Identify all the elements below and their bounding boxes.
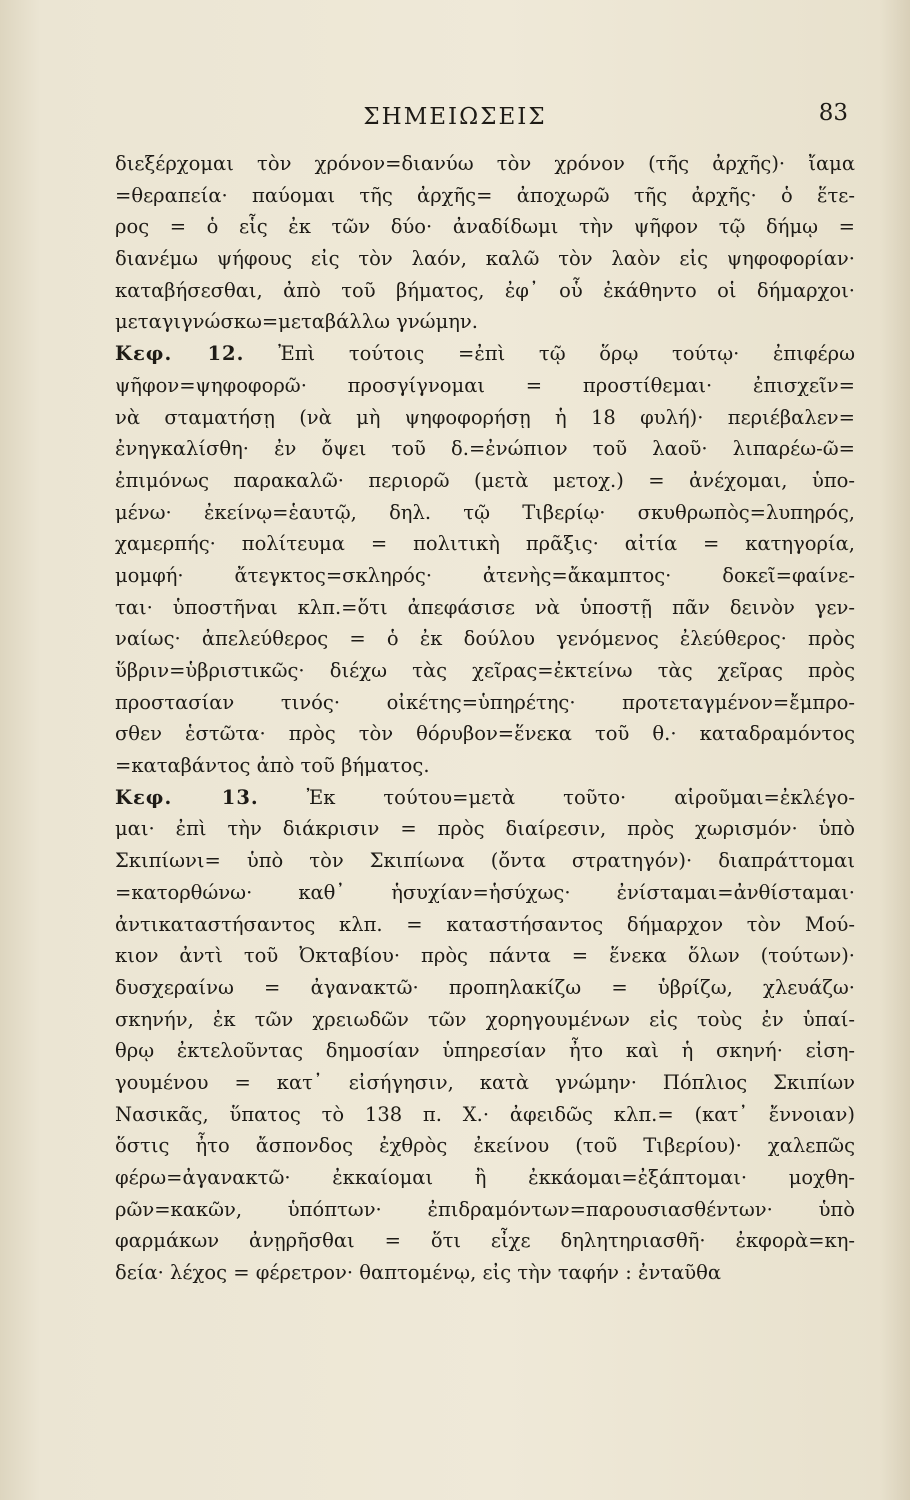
text-line: ὕβριν=ὑβριστικῶς· διέχω τὰς χεῖρας=ἐκτείνω τὰς χεῖρας πρὸς bbox=[115, 659, 855, 682]
text-line: καταβήσεσθαι, ἀπὸ τοῦ βήματος, ἐφ᾽ οὗ ἐκάθηντο οἱ δήμαρχοι· bbox=[115, 278, 855, 302]
text-line: =κατορθώνω· καθ᾽ ἡσυχίαν=ἡσύχως· ἐνίσταμαι=ἀνθίσταμαι· bbox=[115, 880, 855, 904]
text-line: θρῳ ἐκτελοῦντας δημοσίαν ὑπηρεσίαν ἦτο καὶ ἡ σκηνή· εἰση- bbox=[115, 1039, 855, 1063]
text-line: =θεραπεία· παύομαι τῆς ἀρχῆς= ἀποχωρῶ τῆς ἀρχῆς· ὁ ἕτε- bbox=[115, 183, 855, 207]
text-line: χαμερπής· πολίτευμα = πολιτικὴ πρᾶξις· αἰτία = κατηγορία, bbox=[115, 532, 855, 556]
text-line: νὰ σταματήσῃ (νὰ μὴ ψηφοφορήσῃ ἡ 18 φυλή)· περιέβαλεν= bbox=[115, 405, 855, 429]
text-line: ἐπιμόνως παρακαλῶ· περιορῶ (μετὰ μετοχ.) = ἀνέχομαι, ὑπο- bbox=[115, 468, 855, 492]
text-line: μαι· ἐπὶ τὴν διάκρισιν = πρὸς διαίρεσιν, πρὸς χωρισμόν· ὑπὸ bbox=[115, 817, 855, 841]
text-line: μένω· ἐκείνῳ=ἑαυτῷ, δηλ. τῷ Τιβερίῳ· σκυθρωπὸς=λυπηρός, bbox=[115, 500, 855, 524]
chapter-12-heading-line: Κεφ. 12. Ἐπὶ τούτοις =ἐπὶ τῷ ὅρῳ τούτῳ· ἐπιφέρω bbox=[115, 342, 855, 366]
text-line: ὅστις ἦτο ἄσπονδος ἐχθρὸς ἐκείνου (τοῦ Τιβερίου)· χαλεπῶς bbox=[115, 1134, 855, 1158]
text-line: προστασίαν τινός· οἰκέτης=ὑπηρέτης· προτεταγμένον=ἔμπρο- bbox=[115, 690, 855, 714]
text-line: μεταγιγνώσκω=μεταβάλλω γνώμην. bbox=[115, 310, 478, 334]
text-line: ἀντικαταστήσαντος κλπ. = καταστήσαντος δήμαρχον τὸν Μού- bbox=[115, 912, 855, 936]
text-line: μομφή· ἄτεγκτος=σκληρός· ἀτενὴς=ἄκαμπτος· δοκεῖ=φαίνε- bbox=[115, 563, 855, 587]
text-line: Σκιπίωνι= ὑπὸ τὸν Σκιπίωνα (ὄντα στρατηγόν)· διαπράττομαι bbox=[115, 849, 855, 873]
chapter-marker: Κεφ. 13. bbox=[115, 785, 259, 809]
text-line: φαρμάκων ἀνῃρῆσθαι = ὅτι εἶχε δηλητηριασθῆ· ἐκφορὰ=κη- bbox=[115, 1229, 855, 1253]
chapter-marker: Κεφ. 12. bbox=[115, 342, 245, 366]
text-line: σθεν ἑστῶτα· πρὸς τὸν θόρυβον=ἕνεκα τοῦ θ.· καταδραμόντος bbox=[115, 722, 855, 746]
page-header bbox=[0, 100, 910, 140]
text-line: γουμένου = κατ᾽ εἰσήγησιν, κατὰ γνώμην· Πόπλιος Σκιπίων bbox=[115, 1070, 855, 1094]
text-line: διεξέρχομαι τὸν χρόνον=διανύω τὸν χρόνον (τῆς ἀρχῆς)· ἴαμα bbox=[115, 152, 855, 175]
text-line: σκηνήν, ἐκ τῶν χρειωδῶν τῶν χορηγουμένων εἰς τοὺς ἐν ὑπαί- bbox=[115, 1007, 855, 1031]
text-line: ἐνηγκαλίσθη· ἐν ὄψει τοῦ δ.=ἐνώπιον τοῦ λαοῦ· λιπαρέω-ῶ= bbox=[115, 437, 855, 461]
text-line: δεία· λέχος = φέρετρον· θαπτομένῳ, εἰς τὴν ταφήν : ἐνταῦθα bbox=[115, 1261, 722, 1285]
text-line: Νασικᾶς, ὕπατος τὸ 138 π. Χ.· ἀφειδῶς κλπ.= (κατ᾽ ἔννοιαν) bbox=[115, 1102, 855, 1126]
text-line: διανέμω ψήφους εἰς τὸν λαόν, καλῶ τὸν λαὸν εἰς ψηφοφορίαν· bbox=[115, 247, 855, 271]
page-number: 83 bbox=[818, 100, 848, 126]
text-line: =καταβάντος ἀπὸ τοῦ βήματος. bbox=[115, 754, 430, 778]
text-line: φέρω=ἀγανακτῶ· ἐκκαίομαι ἢ ἐκκάομαι=ἐξάπτομαι· μοχθη- bbox=[115, 1166, 855, 1189]
notes-body bbox=[115, 148, 855, 1289]
text-line: δυσχεραίνω = ἀγανακτῶ· προπηλακίζω = ὑβρίζω, χλευάζω· bbox=[115, 975, 855, 999]
running-title: ΣΗΜΕΙΩΣΕΙΣ bbox=[363, 104, 547, 130]
text-line: ψῆφον=ψηφοφορῶ· προσγίγνομαι = προστίθεμαι· ἐπισχεῖν= bbox=[115, 373, 855, 397]
text-line: ρῶν=κακῶν, ὑπόπτων· ἐπιδραμόντων=παρουσιασθέντων· ὑπὸ bbox=[115, 1197, 855, 1221]
text-line: ται· ὑποστῆναι κλπ.=ὅτι ἀπεφάσισε νὰ ὑποστῇ πᾶν δεινὸν γεν- bbox=[115, 595, 855, 619]
text-line: ρος = ὁ εἷς ἐκ τῶν δύο· ἀναδίδωμι τὴν ψῆφον τῷ δήμῳ = bbox=[115, 215, 855, 239]
text-line: ναίως· ἀπελεύθερος = ὁ ἐκ δούλου γενόμενος ἐλεύθερος· πρὸς bbox=[115, 627, 855, 651]
text-line: κιον ἀντὶ τοῦ Ὀκταβίου· πρὸς πάντα = ἕνεκα ὅλων (τούτων)· bbox=[115, 944, 855, 968]
chapter-13-heading-line: Κεφ. 13. Ἐκ τούτου=μετὰ τοῦτο· αἱροῦμαι=ἐκλέγο- bbox=[115, 785, 855, 809]
